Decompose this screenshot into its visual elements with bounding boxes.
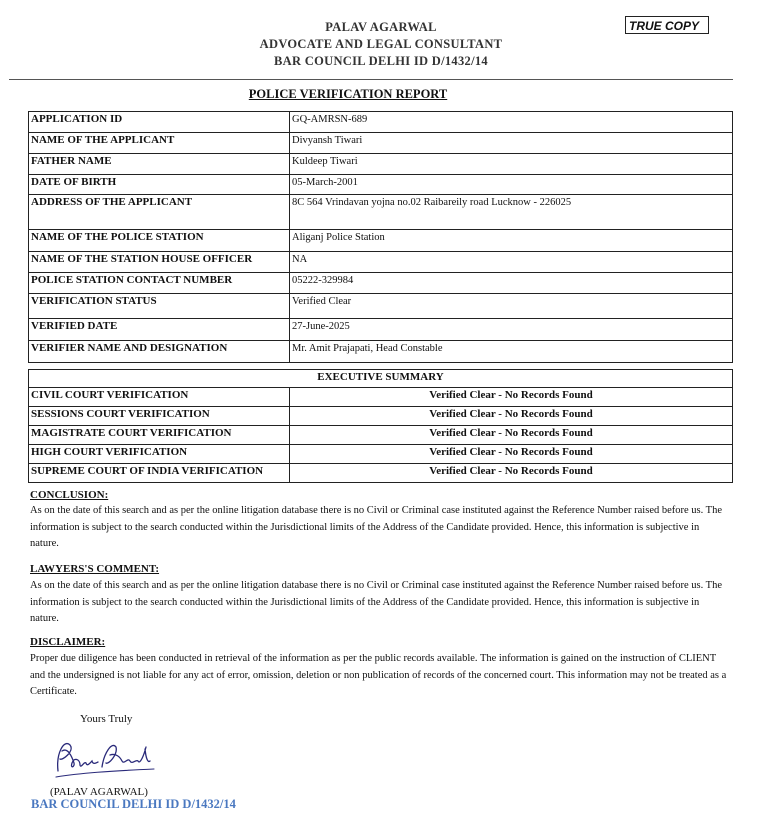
table-row xyxy=(29,341,733,363)
row-label: NAME OF THE STATION HOUSE OFFICER xyxy=(29,252,290,273)
table-row xyxy=(29,426,733,445)
disclaimer-text: Proper due diligence has been conducted in retrieval of the information as per the public records available. The information is gained on the instruction of CLIENT and the undersigned is not liable for any act of error, omission, deletion or non publication of records of the concerned court. This information may not be treated as a Certificate. xyxy=(30,653,727,697)
table-row xyxy=(29,195,733,230)
handwritten-signature xyxy=(50,733,160,783)
table-row xyxy=(29,388,733,407)
court-label: SESSIONS COURT VERIFICATION xyxy=(29,407,290,426)
signatory-bar-id: BAR COUNCIL DELHI ID D/1432/14 xyxy=(31,797,236,811)
row-label: NAME OF THE POLICE STATION xyxy=(29,230,290,252)
court-result: Verified Clear - No Records Found xyxy=(290,407,733,426)
disclaimer-heading: DISCLAIMER: xyxy=(30,636,106,648)
table-row xyxy=(29,407,733,426)
table-row xyxy=(29,319,733,341)
row-value: Divyansh Tiwari xyxy=(290,133,733,154)
row-value: Kuldeep Tiwari xyxy=(290,154,733,175)
court-label: HIGH COURT VERIFICATION xyxy=(29,445,290,464)
advocate-name: PALAV AGARWAL xyxy=(325,20,437,34)
conclusion-text: As on the date of this search and as per the online litigation database there is no Civil or Criminal case instituted against the Reference Number raised before us. The information is subject to the search conducted within the Jurisdictional limits of the Address of the Candidate provided. Hence, this information is subjective in nature. xyxy=(30,505,723,549)
row-value: 27-June-2025 xyxy=(290,319,733,341)
row-value: Verified Clear xyxy=(290,294,733,319)
court-label: MAGISTRATE COURT VERIFICATION xyxy=(29,426,290,445)
row-value: 8C 564 Vrindavan yojna no.02 Raibareily road Lucknow - 226025 xyxy=(290,195,733,230)
advocate-bar-id: BAR COUNCIL DELHI ID D/1432/14 xyxy=(274,54,488,68)
row-label: APPLICATION ID xyxy=(29,112,290,133)
row-label: VERIFIED DATE xyxy=(29,319,290,341)
applicant-details-table xyxy=(28,111,733,363)
closing-salutation: Yours Truly xyxy=(80,713,133,725)
table-row xyxy=(29,464,733,483)
table-row xyxy=(29,175,733,195)
lawyers-comment-text: As on the date of this search and as per the online litigation database there is no Civil or Criminal case instituted against the Reference Number raised before us. The information is subject to the search conducted within the Jurisdictional limits of the Address of the Candidate provided. Hence, this information is subjective in nature. xyxy=(30,580,723,624)
executive-summary-table xyxy=(28,369,733,483)
table-row xyxy=(29,112,733,133)
row-label: NAME OF THE APPLICANT xyxy=(29,133,290,154)
lawyers-comment-heading: LAWYERS'S COMMENT: xyxy=(30,563,160,575)
signatory-name: (PALAV AGARWAL) xyxy=(50,786,148,798)
table-row xyxy=(29,133,733,154)
row-label: POLICE STATION CONTACT NUMBER xyxy=(29,273,290,294)
court-label: CIVIL COURT VERIFICATION xyxy=(29,388,290,407)
executive-summary-heading: EXECUTIVE SUMMARY xyxy=(29,370,733,388)
row-value: 05-March-2001 xyxy=(290,175,733,195)
table-header-row xyxy=(29,370,733,388)
court-result: Verified Clear - No Records Found xyxy=(290,445,733,464)
row-label: VERIFIER NAME AND DESIGNATION xyxy=(29,341,290,363)
report-title: POLICE VERIFICATION REPORT xyxy=(248,87,448,101)
row-value: Mr. Amit Prajapati, Head Constable xyxy=(290,341,733,363)
row-label: VERIFICATION STATUS xyxy=(29,294,290,319)
row-label: FATHER NAME xyxy=(29,154,290,175)
row-value: NA xyxy=(290,252,733,273)
table-row xyxy=(29,445,733,464)
table-row xyxy=(29,294,733,319)
row-label: DATE OF BIRTH xyxy=(29,175,290,195)
table-row xyxy=(29,230,733,252)
row-value: GQ-AMRSN-689 xyxy=(290,112,733,133)
court-label: SUPREME COURT OF INDIA VERIFICATION xyxy=(29,464,290,483)
row-value: 05222-329984 xyxy=(290,273,733,294)
table-row xyxy=(29,252,733,273)
court-result: Verified Clear - No Records Found xyxy=(290,388,733,407)
conclusion-heading: CONCLUSION: xyxy=(30,489,109,501)
court-result: Verified Clear - No Records Found xyxy=(290,426,733,445)
table-row xyxy=(29,273,733,294)
advocate-role: ADVOCATE AND LEGAL CONSULTANT xyxy=(259,37,503,51)
true-copy-stamp: TRUE COPY xyxy=(625,16,709,34)
header-divider xyxy=(9,79,733,80)
row-value: Aliganj Police Station xyxy=(290,230,733,252)
table-row xyxy=(29,154,733,175)
court-result: Verified Clear - No Records Found xyxy=(290,464,733,483)
row-label: ADDRESS OF THE APPLICANT xyxy=(29,195,290,230)
